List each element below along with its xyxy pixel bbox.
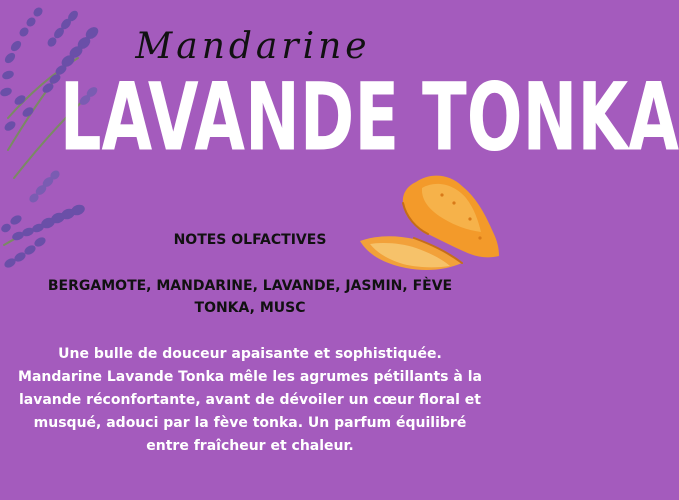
- product-main-title: LAVANDE TONKA: [59, 63, 679, 172]
- notes-heading: NOTES OLFACTIVES: [173, 232, 327, 248]
- product-script-title: Mandarine: [135, 26, 371, 67]
- product-description: Une bulle de douceur apaisante et sophistiquée. Mandarine Lavande Tonka mêle les agrumes pétillants à la lavande réconfortante, avant de dévoiler un cœur floral et musqué, adouci par la fève tonka. Un parfum équilibré entre fraîcheur et chaleur.: [18, 346, 482, 454]
- notes-list: BERGAMOTE, MANDARINE, LAVANDE, JASMIN, FÈVE TONKA, MUSC: [47, 278, 453, 316]
